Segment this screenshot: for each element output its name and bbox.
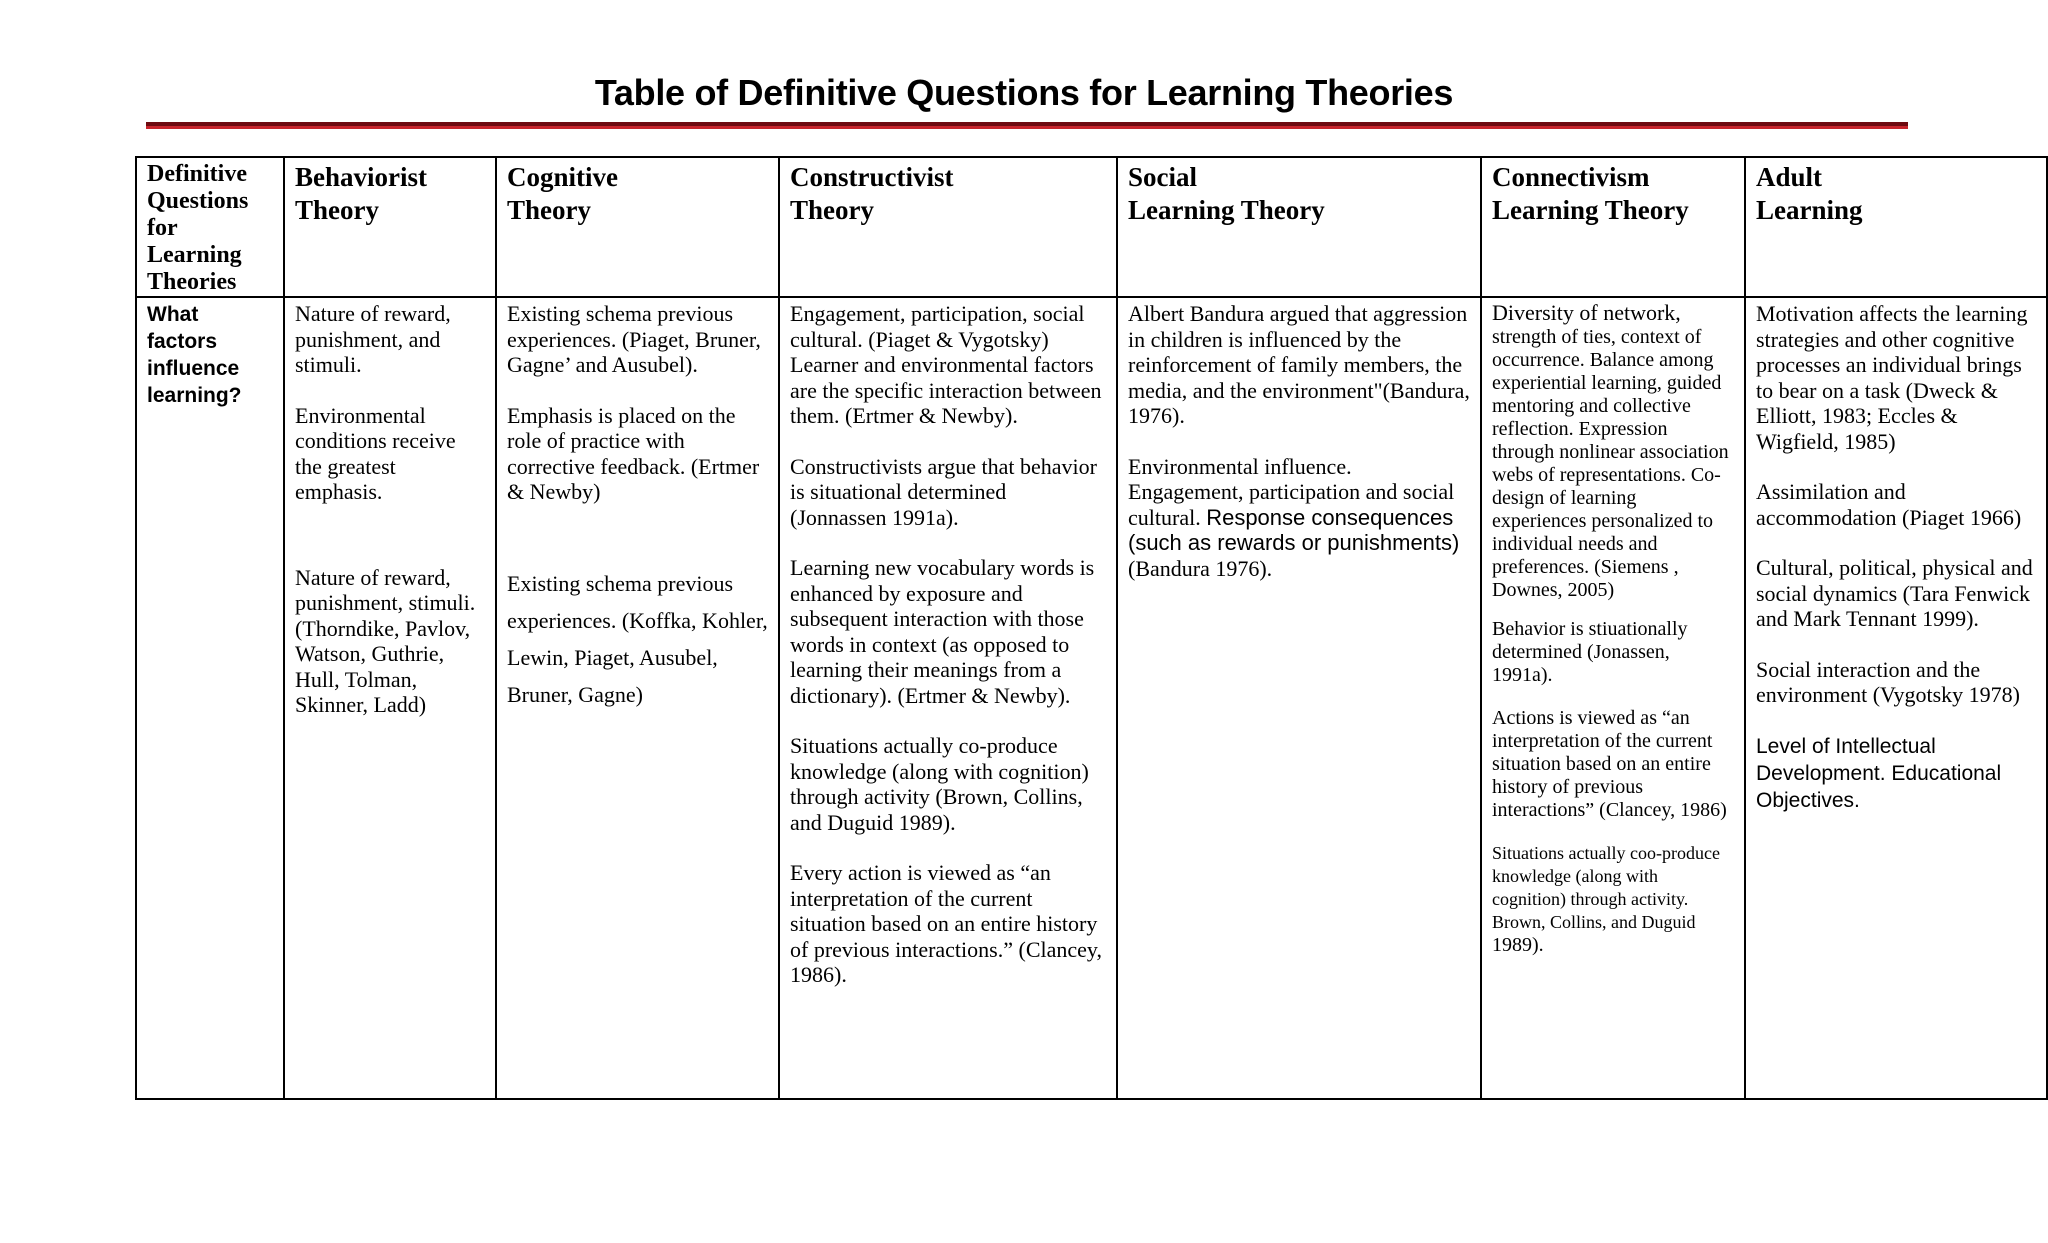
cell-paragraph: Actions is viewed as “an interpretation of the current situation based on an entire history of previous interactions” (Clancey, 1986) [1492,707,1727,821]
learning-theories-table [135,156,2048,1100]
header-behaviorist: Behaviorist Theory [284,157,496,297]
header-definitive-questions: Definitive Questions for Learning Theories [136,157,284,297]
question-cell: What factors influence learning? [136,297,284,1099]
header-constructivist: Constructivist Theory [779,157,1117,297]
constructivist-cell [779,297,1117,1099]
cell-paragraph: Emphasis is placed on the role of practice with corrective feedback. (Ertmer & Newby) [507,402,760,504]
cell-paragraph: Situations actually co-produce knowledge (along with cognition) through activity (Brown, Collins, and Duguid 1989). [790,733,1089,835]
cell-text: strength of ties, context of occurrence. Balance among experiential learning, guided mentoring and collective reflection. Expression through nonlinear association webs of representations. Co-design of learning experiences personalized to individual needs and preferences. (Siemens , Downes, 2005) [1492,326,1729,601]
social-learning-cell [1117,297,1481,1099]
cell-paragraph: Every action is viewed as “an interpretation of the current situation based on an entire history of previous interactions.” (Clancey, 1986). [790,860,1102,987]
cell-paragraph: Cultural, political, physical and social dynamics (Tara Fenwick and Mark Tennant 1999). [1756,555,2033,631]
cell-paragraph: Existing schema previous experiences. (Piaget, Bruner, Gagne’ and Ausubel). [507,301,761,377]
cell-paragraph: Albert Bandura argued that aggression in children is influenced by the reinforcement of family members, the media, and the environment"(Bandura, 1976). [1128,301,1470,428]
cell-text: 1989). [1492,934,1544,956]
cell-paragraph: Existing schema previous experiences. (Koffka, Kohler, Lewin, Piaget, Ausubel, Bruner, Gagne) [507,570,768,707]
cell-paragraph: Constructivists argue that behavior is situational determined (Jonnassen 1991a). [790,453,1097,530]
header-adult-learning: Adult Learning [1745,157,2047,297]
cell-paragraph: Nature of reward, punishment, stimuli. (Thorndike, Pavlov, Watson, Guthrie, Hull, Tolman, Skinner, Ladd) [295,564,476,717]
cell-paragraph: Learning new vocabulary words is enhanced by exposure and subsequent interaction with those words in context (as opposed to learning their meanings from a dictionary). (Ertmer & Newby). [790,555,1095,708]
cell-paragraph: Nature of reward, punishment, and stimuli. [295,301,451,377]
cell-paragraph: Motivation affects the learning strategies and other cognitive processes an individual brings to bear on a task (Dweck & Elliott, 1983; Eccles & Wigfield, 1985) [1756,301,2028,454]
header-connectivism: Connectivism Learning Theory [1481,157,1745,297]
cell-text: Diversity of network, [1492,300,1681,325]
cell-paragraph: Learner and environmental factors are the specific interaction between them. (Ertmer & Newby). [790,352,1102,428]
cell-text: Response consequences (such as rewards or punishments) [1128,504,1460,555]
header-row [136,157,2047,297]
table-row [136,297,2047,1099]
page-title: Table of Definitive Questions for Learning Theories [594,72,1454,113]
cell-text: (Bandura 1976). [1128,555,1273,581]
header-social-learning: Social Learning Theory [1117,157,1481,297]
cell-paragraph: Assimilation and accommodation (Piaget 1966) [1756,479,2022,530]
connectivism-cell [1481,297,1745,1099]
cell-paragraph: Engagement, participation, social cultural. (Piaget & Vygotsky) [790,301,1085,352]
adult-learning-cell [1745,297,2047,1099]
cell-text: Environmental influence. Engagement, participation and social cultural. [1128,453,1455,530]
cognitive-cell [496,297,779,1099]
cell-paragraph: Environmental conditions receive the greatest emphasis. [295,402,456,504]
cell-paragraph: Social interaction and the environment (Vygotsky 1978) [1756,656,2020,707]
title-underline-light [146,126,1908,129]
behaviorist-cell [284,297,496,1099]
cell-paragraph: Level of Intellectual Development. Educational Objectives. [1756,734,2002,812]
cell-paragraph: Behavior is stiuationally determined (Jonassen, 1991a). [1492,618,1688,686]
cell-text: Situations actually coo-produce knowledge (along with cognition) through activity. Brown, Collins, and Duguid [1492,843,1720,932]
header-cognitive: Cognitive Theory [496,157,779,297]
